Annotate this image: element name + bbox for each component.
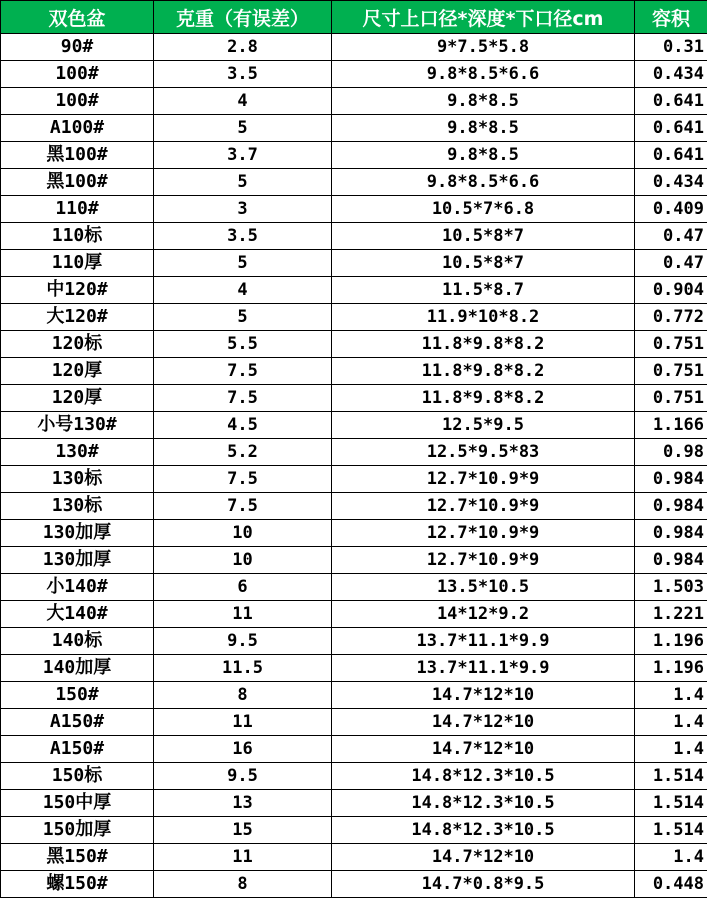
cell-capacity: 0.434: [635, 61, 707, 88]
cell-capacity: 0.984: [635, 547, 707, 574]
cell-size: 9*7.5*5.8: [332, 34, 635, 61]
table-row: [1, 601, 707, 628]
header-cell-product: 双色盆: [1, 1, 154, 34]
table-row: [1, 88, 707, 115]
cell-product-name: 130加厚: [1, 520, 154, 547]
cell-weight: 3.5: [154, 61, 332, 88]
cell-product-name: 130加厚: [1, 547, 154, 574]
cell-capacity: 1.4: [635, 844, 707, 871]
cell-weight: 10: [154, 520, 332, 547]
cell-product-name: 110#: [1, 196, 154, 223]
table-row: [1, 736, 707, 763]
cell-capacity: 1.4: [635, 736, 707, 763]
cell-weight: 3.7: [154, 142, 332, 169]
cell-product-name: 120厚: [1, 385, 154, 412]
cell-capacity: 0.641: [635, 88, 707, 115]
table-row: [1, 61, 707, 88]
table-row: [1, 331, 707, 358]
header-cell-size: 尺寸上口径*深度*下口径cm: [332, 1, 635, 34]
cell-size: 11.9*10*8.2: [332, 304, 635, 331]
cell-weight: 8: [154, 682, 332, 709]
cell-size: 11.8*9.8*8.2: [332, 331, 635, 358]
table-row: [1, 520, 707, 547]
cell-product-name: A150#: [1, 736, 154, 763]
cell-capacity: 1.514: [635, 763, 707, 790]
cell-capacity: 1.4: [635, 709, 707, 736]
cell-weight: 11: [154, 709, 332, 736]
cell-size: 9.8*8.5: [332, 88, 635, 115]
cell-product-name: 120厚: [1, 358, 154, 385]
table-row: [1, 304, 707, 331]
table-row: [1, 709, 707, 736]
cell-capacity: 1.514: [635, 790, 707, 817]
table-row: [1, 412, 707, 439]
cell-weight: 6: [154, 574, 332, 601]
cell-size: 12.7*10.9*9: [332, 547, 635, 574]
table-header: [1, 1, 707, 34]
cell-size: 14.8*12.3*10.5: [332, 817, 635, 844]
cell-size: 9.8*8.5: [332, 115, 635, 142]
cell-capacity: 1.503: [635, 574, 707, 601]
table-row: [1, 817, 707, 844]
cell-size: 9.8*8.5: [332, 142, 635, 169]
cell-capacity: 1.196: [635, 655, 707, 682]
cell-product-name: 黑100#: [1, 169, 154, 196]
cell-size: 13.7*11.1*9.9: [332, 628, 635, 655]
cell-product-name: 110厚: [1, 250, 154, 277]
table-row: [1, 844, 707, 871]
cell-size: 11.8*9.8*8.2: [332, 358, 635, 385]
cell-weight: 5: [154, 115, 332, 142]
cell-capacity: 0.751: [635, 331, 707, 358]
cell-capacity: 0.904: [635, 277, 707, 304]
cell-capacity: 0.984: [635, 466, 707, 493]
cell-product-name: 螺150#: [1, 871, 154, 898]
cell-capacity: 0.641: [635, 142, 707, 169]
cell-product-name: 大140#: [1, 601, 154, 628]
cell-capacity: 0.448: [635, 871, 707, 898]
table-row: [1, 196, 707, 223]
cell-size: 14.7*12*10: [332, 709, 635, 736]
table-row: [1, 574, 707, 601]
cell-size: 11.5*8.7: [332, 277, 635, 304]
cell-product-name: 150#: [1, 682, 154, 709]
cell-product-name: 100#: [1, 88, 154, 115]
cell-product-name: 大120#: [1, 304, 154, 331]
cell-product-name: 130#: [1, 439, 154, 466]
cell-weight: 7.5: [154, 385, 332, 412]
cell-size: 12.7*10.9*9: [332, 520, 635, 547]
cell-product-name: 120标: [1, 331, 154, 358]
cell-size: 14*12*9.2: [332, 601, 635, 628]
cell-product-name: 90#: [1, 34, 154, 61]
cell-capacity: 0.641: [635, 115, 707, 142]
table-row: [1, 439, 707, 466]
cell-weight: 5: [154, 304, 332, 331]
table-row: [1, 790, 707, 817]
cell-weight: 9.5: [154, 763, 332, 790]
table-row: [1, 628, 707, 655]
cell-weight: 13: [154, 790, 332, 817]
cell-product-name: A100#: [1, 115, 154, 142]
cell-size: 12.7*10.9*9: [332, 466, 635, 493]
table-row: [1, 655, 707, 682]
cell-size: 14.7*12*10: [332, 682, 635, 709]
cell-size: 12.5*9.5*83: [332, 439, 635, 466]
cell-weight: 3: [154, 196, 332, 223]
cell-product-name: 110标: [1, 223, 154, 250]
cell-weight: 8: [154, 871, 332, 898]
cell-product-name: 黑150#: [1, 844, 154, 871]
cell-product-name: 150标: [1, 763, 154, 790]
table-row: [1, 871, 707, 898]
cell-size: 13.5*10.5: [332, 574, 635, 601]
cell-weight: 4: [154, 277, 332, 304]
cell-capacity: 0.751: [635, 385, 707, 412]
cell-size: 9.8*8.5*6.6: [332, 61, 635, 88]
cell-capacity: 0.434: [635, 169, 707, 196]
cell-weight: 16: [154, 736, 332, 763]
cell-capacity: 0.47: [635, 250, 707, 277]
header-cell-capacity: 容积: [635, 1, 707, 34]
table-row: [1, 223, 707, 250]
cell-weight: 11.5: [154, 655, 332, 682]
cell-product-name: 黑100#: [1, 142, 154, 169]
cell-weight: 5: [154, 250, 332, 277]
cell-size: 10.5*8*7: [332, 250, 635, 277]
cell-size: 14.8*12.3*10.5: [332, 763, 635, 790]
cell-size: 14.7*0.8*9.5: [332, 871, 635, 898]
table-row: [1, 115, 707, 142]
cell-capacity: 0.772: [635, 304, 707, 331]
cell-capacity: 0.47: [635, 223, 707, 250]
cell-capacity: 0.984: [635, 520, 707, 547]
cell-weight: 9.5: [154, 628, 332, 655]
cell-weight: 3.5: [154, 223, 332, 250]
cell-size: 9.8*8.5*6.6: [332, 169, 635, 196]
table-row: [1, 250, 707, 277]
cell-product-name: 中120#: [1, 277, 154, 304]
cell-weight: 5.5: [154, 331, 332, 358]
cell-weight: 5: [154, 169, 332, 196]
cell-size: 10.5*8*7: [332, 223, 635, 250]
table-row: [1, 34, 707, 61]
cell-size: 14.7*12*10: [332, 736, 635, 763]
cell-capacity: 0.31: [635, 34, 707, 61]
cell-capacity: 0.751: [635, 358, 707, 385]
cell-capacity: 1.196: [635, 628, 707, 655]
cell-weight: 5.2: [154, 439, 332, 466]
header-cell-weight: 克重（有误差）: [154, 1, 332, 34]
cell-size: 14.8*12.3*10.5: [332, 790, 635, 817]
cell-product-name: 140加厚: [1, 655, 154, 682]
table-row: [1, 169, 707, 196]
cell-capacity: 0.984: [635, 493, 707, 520]
table-row: [1, 682, 707, 709]
cell-size: 14.7*12*10: [332, 844, 635, 871]
cell-size: 12.5*9.5: [332, 412, 635, 439]
table-body: [1, 34, 707, 898]
cell-product-name: 小140#: [1, 574, 154, 601]
cell-product-name: 150中厚: [1, 790, 154, 817]
table-row: [1, 493, 707, 520]
cell-product-name: 130标: [1, 493, 154, 520]
cell-weight: 15: [154, 817, 332, 844]
cell-product-name: 130标: [1, 466, 154, 493]
cell-weight: 10: [154, 547, 332, 574]
cell-size: 13.7*11.1*9.9: [332, 655, 635, 682]
cell-product-name: 100#: [1, 61, 154, 88]
cell-weight: 7.5: [154, 466, 332, 493]
cell-weight: 7.5: [154, 493, 332, 520]
table-row: [1, 763, 707, 790]
cell-product-name: 140标: [1, 628, 154, 655]
cell-weight: 7.5: [154, 358, 332, 385]
cell-capacity: 1.221: [635, 601, 707, 628]
cell-weight: 4.5: [154, 412, 332, 439]
cell-weight: 11: [154, 844, 332, 871]
table-row: [1, 277, 707, 304]
header-row: [1, 1, 707, 34]
cell-capacity: 1.4: [635, 682, 707, 709]
cell-capacity: 0.98: [635, 439, 707, 466]
table-row: [1, 547, 707, 574]
cell-capacity: 1.514: [635, 817, 707, 844]
cell-weight: 11: [154, 601, 332, 628]
cell-size: 11.8*9.8*8.2: [332, 385, 635, 412]
table-row: [1, 466, 707, 493]
table-row: [1, 358, 707, 385]
cell-capacity: 1.166: [635, 412, 707, 439]
cell-product-name: 150加厚: [1, 817, 154, 844]
cell-weight: 2.8: [154, 34, 332, 61]
cell-capacity: 0.409: [635, 196, 707, 223]
cell-size: 10.5*7*6.8: [332, 196, 635, 223]
table-row: [1, 385, 707, 412]
cell-size: 12.7*10.9*9: [332, 493, 635, 520]
cell-weight: 4: [154, 88, 332, 115]
cell-product-name: 小号130#: [1, 412, 154, 439]
table-row: [1, 142, 707, 169]
cell-product-name: A150#: [1, 709, 154, 736]
